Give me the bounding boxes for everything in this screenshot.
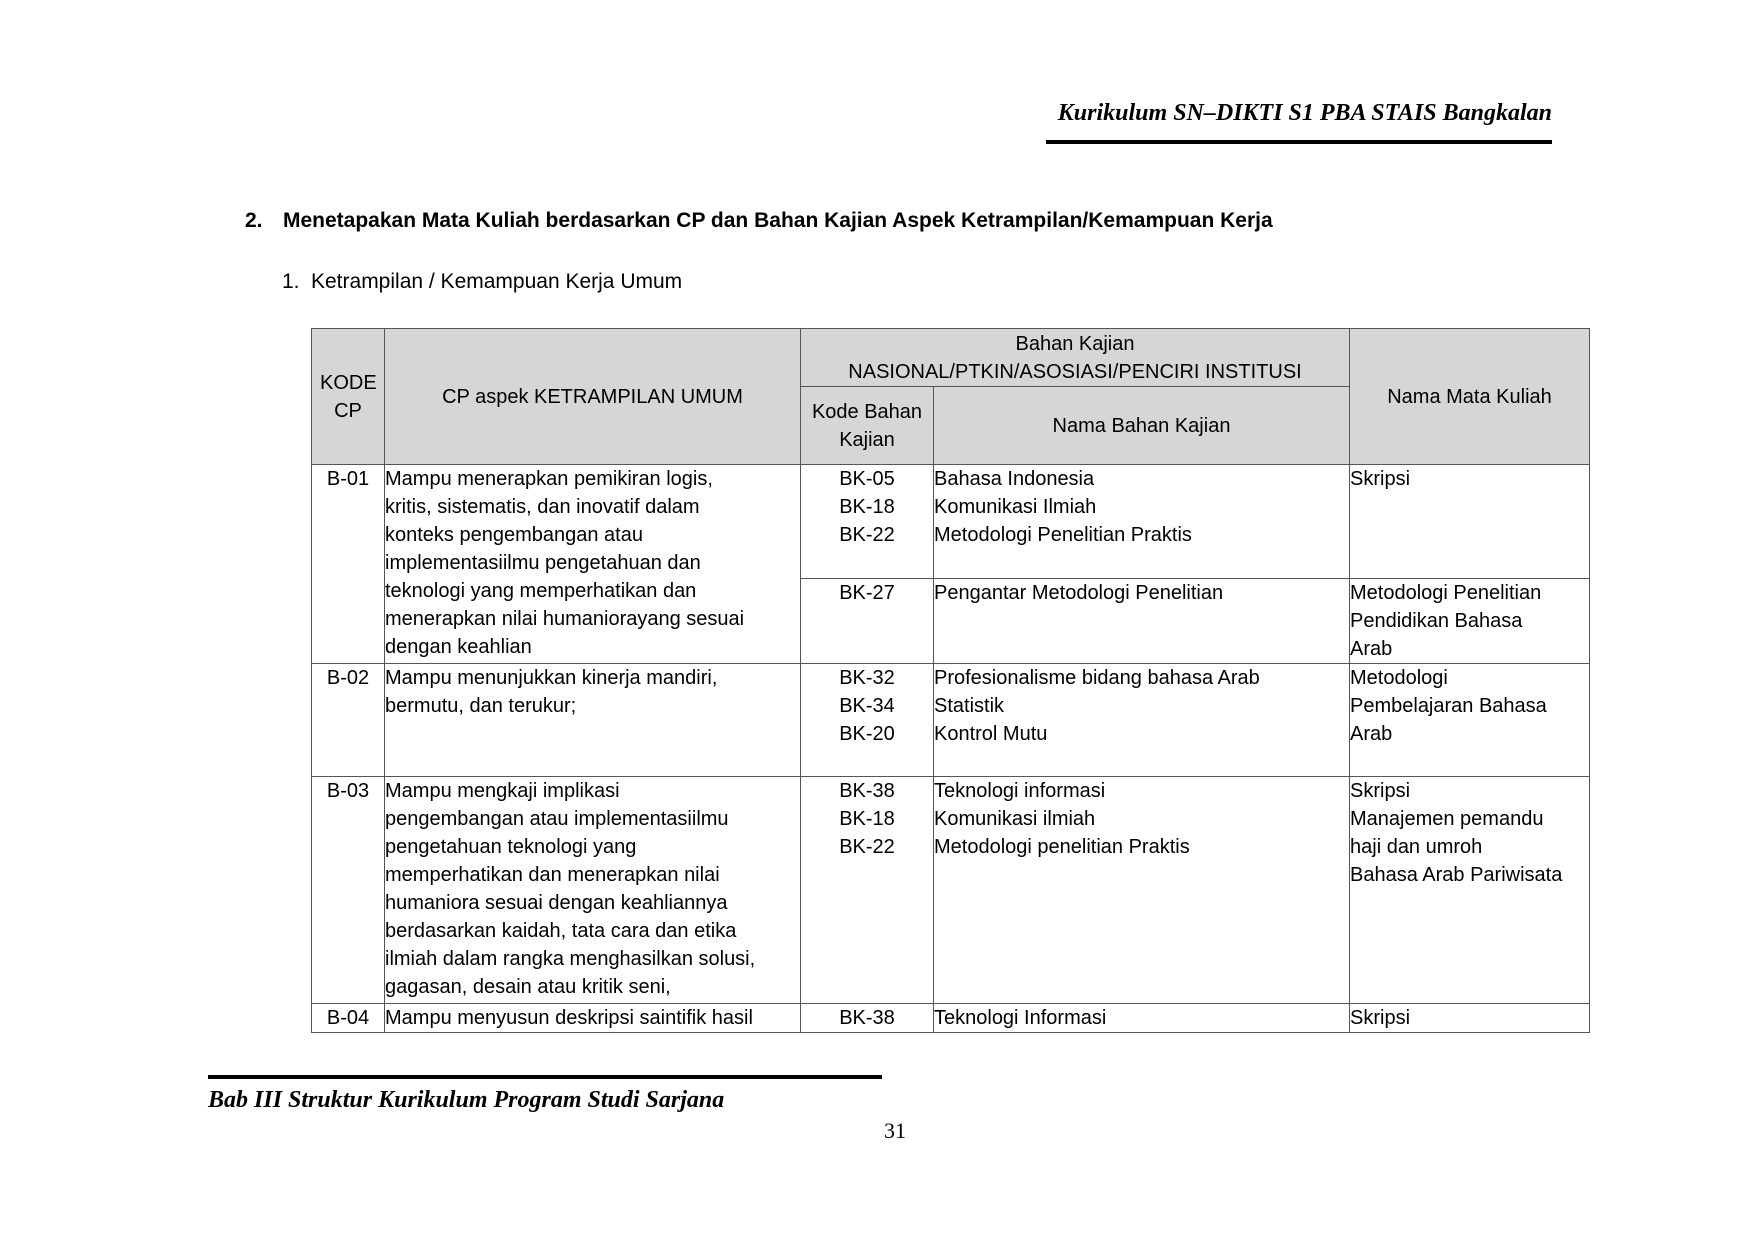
mata-kuliah-cell-line: Pendidikan Bahasa xyxy=(1350,610,1523,632)
nama-bahan-cell-line: Komunikasi ilmiah xyxy=(934,808,1096,830)
kode-bahan-cell xyxy=(801,1004,934,1033)
kode-bahan-cell-line: BK-22 xyxy=(839,524,895,546)
cp-description-cell-line: humaniora sesuai dengan keahliannya xyxy=(385,892,728,914)
cp-description-cell-line: Mampu menerapkan pemikiran logis, xyxy=(385,468,713,490)
cp-description-cell-line: dengan keahlian xyxy=(385,636,532,658)
mata-kuliah-cell-line: Metodologi xyxy=(1350,667,1448,689)
footer-rule xyxy=(208,1075,882,1079)
kode-bahan-cell-line: BK-38 xyxy=(839,1007,895,1029)
nama-bahan-cell xyxy=(934,777,1350,1004)
running-header-title: Kurikulum SN–DIKTI S1 PBA STAIS Bangkalan xyxy=(1057,100,1552,126)
kode-bahan-cell-line: BK-34 xyxy=(839,695,895,717)
section-heading xyxy=(245,209,1273,233)
page-number: 31 xyxy=(884,1118,906,1143)
cp-description-cell-line: ilmiah dalam rangka menghasilkan solusi, xyxy=(385,948,756,970)
kode-bahan-cell-line: BK-22 xyxy=(839,836,895,858)
table-row xyxy=(312,465,1590,579)
nama-bahan-cell-line: Teknologi informasi xyxy=(934,780,1106,802)
cp-description-cell-line: bermutu, dan terukur; xyxy=(385,695,577,717)
cp-description-cell xyxy=(385,465,801,664)
nama-bahan-cell-line: Metodologi Penelitian Praktis xyxy=(934,524,1192,546)
kode-bahan-cell-line: BK-18 xyxy=(839,808,895,830)
subsection-title: Ketrampilan / Kemampuan Kerja Umum xyxy=(311,270,683,293)
header-bahan-kajian xyxy=(801,329,1350,387)
kode-bahan-cell xyxy=(801,465,934,579)
table-row xyxy=(312,777,1590,1004)
kode-bahan-cell-line: BK-18 xyxy=(839,496,895,518)
cp-description-cell-line: konteks pengembangan atau xyxy=(385,524,643,546)
kode-bahan-cell xyxy=(801,664,934,777)
table-body xyxy=(312,465,1590,1033)
mata-kuliah-cell-line: Bahasa Arab Pariwisata xyxy=(1350,864,1563,886)
header-kode-bahan: Kode Bahan Kajian xyxy=(801,387,934,465)
mata-kuliah-cell-line: Pembelajaran Bahasa xyxy=(1350,695,1547,717)
mata-kuliah-cell-line: Skripsi xyxy=(1350,1007,1411,1029)
kode-bahan-cell-line: BK-05 xyxy=(839,468,895,490)
cp-description-cell-line: pengetahuan teknologi yang xyxy=(385,836,637,858)
nama-bahan-cell xyxy=(934,664,1350,777)
header-rule xyxy=(1046,140,1552,144)
header-bahan-kajian-line2: NASIONAL/PTKIN/ASOSIASI/PENCIRI INSTITUSI xyxy=(848,360,1302,383)
section-number: 2. xyxy=(245,209,263,232)
cp-description-cell xyxy=(385,664,801,777)
nama-bahan-cell xyxy=(934,465,1350,579)
kode-cp-cell: B-04 xyxy=(312,1004,385,1033)
kode-bahan-cell-line: BK-38 xyxy=(839,780,895,802)
mata-kuliah-cell-line: Skripsi xyxy=(1350,780,1411,802)
kode-cp-cell: B-02 xyxy=(312,664,385,777)
nama-bahan-cell-line: Statistik xyxy=(934,695,1005,717)
nama-bahan-cell-line: Bahasa Indonesia xyxy=(934,468,1095,490)
header-bahan-kajian-line1: Bahan Kajian xyxy=(1015,332,1135,355)
header-kode-cp: KODE CP xyxy=(312,329,385,465)
mata-kuliah-cell xyxy=(1350,664,1590,777)
section-title: Menetapakan Mata Kuliah berdasarkan CP dan Bahan Kajian Aspek Ketrampilan/Kemampuan Kerja xyxy=(283,209,1273,232)
mata-kuliah-cell-line: haji dan umroh xyxy=(1350,836,1483,858)
cp-description-cell xyxy=(385,1004,801,1033)
mata-kuliah-cell xyxy=(1350,579,1590,664)
cp-description-cell-line: implementasiilmu pengetahuan dan xyxy=(385,552,701,574)
mata-kuliah-cell-line: Manajemen pemandu xyxy=(1350,808,1544,830)
kode-bahan-cell xyxy=(801,777,934,1004)
cp-description-cell-line: memperhatikan dan menerapkan nilai xyxy=(385,864,720,886)
table-row xyxy=(312,664,1590,777)
mata-kuliah-cell-line: Arab xyxy=(1350,723,1393,745)
kode-bahan-cell-line: BK-27 xyxy=(839,582,895,604)
nama-bahan-cell-line: Profesionalisme bidang bahasa Arab xyxy=(934,667,1260,689)
cp-table xyxy=(311,328,1590,1033)
table-row xyxy=(312,1004,1590,1033)
cp-description-cell-line: pengembangan atau implementasiilmu xyxy=(385,808,729,830)
cp-description-cell-line: berdasarkan kaidah, tata cara dan etika xyxy=(385,920,737,942)
kode-bahan-cell-line: BK-20 xyxy=(839,723,895,745)
mata-kuliah-cell-line: Metodologi Penelitian xyxy=(1350,582,1542,604)
cp-description-cell-line: Mampu menunjukkan kinerja mandiri, xyxy=(385,667,718,689)
kode-bahan-cell xyxy=(801,579,934,664)
cp-description-cell-line: kritis, sistematis, dan inovatif dalam xyxy=(385,496,700,518)
cp-description-cell-line: Mampu menyusun deskripsi saintifik hasil xyxy=(385,1007,753,1029)
nama-bahan-cell-line: Metodologi penelitian Praktis xyxy=(934,836,1190,858)
nama-bahan-cell-line: Komunikasi Ilmiah xyxy=(934,496,1097,518)
cp-description-cell-line: menerapkan nilai humaniorayang sesuai xyxy=(385,608,745,630)
mata-kuliah-cell-line: Arab xyxy=(1350,638,1393,660)
mata-kuliah-cell xyxy=(1350,1004,1590,1033)
cp-description-cell-line: gagasan, desain atau kritik seni, xyxy=(385,976,671,998)
header-cp-aspek: CP aspek KETRAMPILAN UMUM xyxy=(385,329,801,465)
nama-bahan-cell-line: Pengantar Metodologi Penelitian xyxy=(934,582,1224,604)
kode-bahan-cell-line: BK-32 xyxy=(839,667,895,689)
subsection-heading xyxy=(282,270,682,294)
mata-kuliah-cell-line: Skripsi xyxy=(1350,468,1411,490)
kode-cp-cell: B-01 xyxy=(312,465,385,664)
nama-bahan-cell-line: Teknologi Informasi xyxy=(934,1007,1107,1029)
mata-kuliah-cell xyxy=(1350,777,1590,1004)
cp-description-cell xyxy=(385,777,801,1004)
header-nama-mata-kuliah: Nama Mata Kuliah xyxy=(1350,329,1590,465)
footer-title: Bab III Struktur Kurikulum Program Studi Sarjana xyxy=(208,1087,725,1113)
header-nama-bahan: Nama Bahan Kajian xyxy=(934,387,1350,465)
subsection-number: 1. xyxy=(282,270,300,293)
nama-bahan-cell xyxy=(934,1004,1350,1033)
cp-description-cell-line: Mampu mengkaji implikasi xyxy=(385,780,620,802)
kode-cp-cell: B-03 xyxy=(312,777,385,1004)
mata-kuliah-cell xyxy=(1350,465,1590,579)
nama-bahan-cell-line: Kontrol Mutu xyxy=(934,723,1048,745)
cp-description-cell-line: teknologi yang memperhatikan dan xyxy=(385,580,697,602)
nama-bahan-cell xyxy=(934,579,1350,664)
